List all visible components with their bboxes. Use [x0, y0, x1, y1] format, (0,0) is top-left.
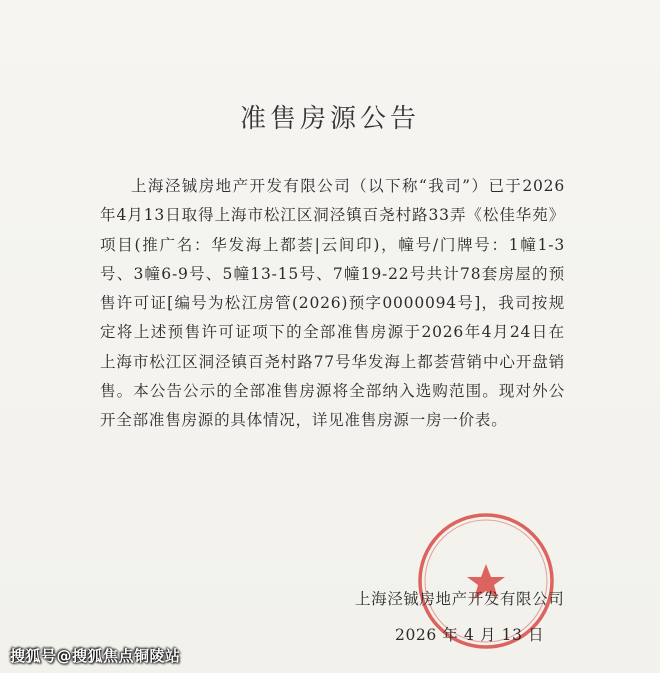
- notice-paragraph: 上海泾铖房地产开发有限公司（以下称“我司”）已于2026年4月13日取得上海市松江区洞泾镇百尧村路33弄《松佳华苑》项目(推广名：华发海上都荟|云间印)，幢号/门牌号：1幢1-3号、3幢6-9号、5幢13-15号、7幢19-22号共计78套房屋的预售许可证[编号为松江房管(2026)预字0000094号]，我司按规定将上述预售许可证项下的全部准售房源于2026年4月24日在上海市松江区洞泾镇百尧村路77号华发海上都荟营销中心开盘销售。本公告公示的全部准售房源将全部纳入选购范围。现对外公开全部准售房源的具体情况，详见准售房源一房一价表。: [100, 177, 565, 430]
- notice-body: [100, 172, 565, 436]
- signature-date: 2026 年 4 月 13 日: [395, 626, 545, 644]
- watermark: 搜狐号@搜狐焦点铜陵站: [10, 647, 181, 665]
- signature-company: 上海泾铖房地产开发有限公司: [355, 590, 565, 608]
- notice-title: 准售房源公告: [239, 104, 420, 134]
